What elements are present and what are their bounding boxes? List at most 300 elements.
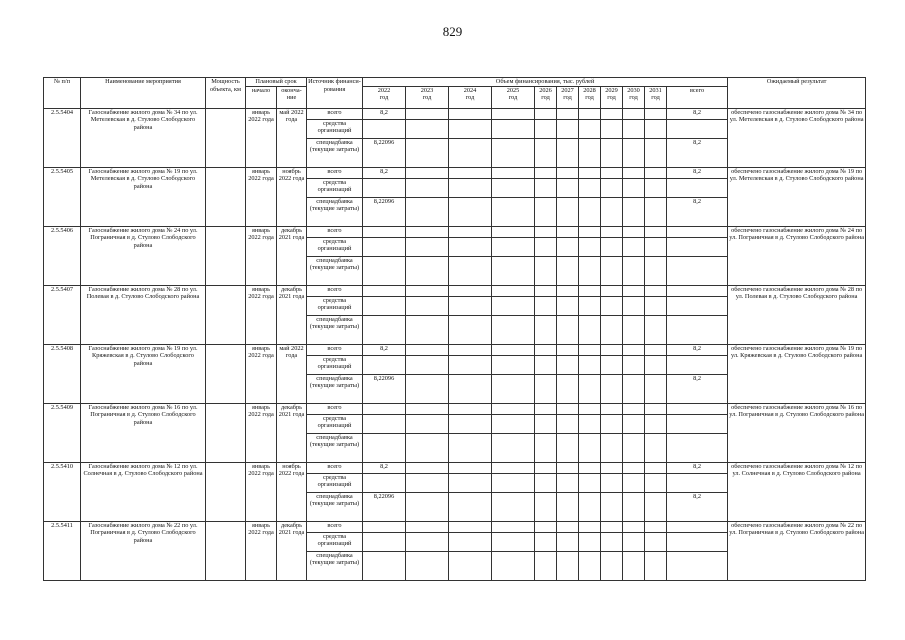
cell-year: [557, 344, 579, 355]
cell-year: [645, 355, 667, 374]
cell-year: [363, 119, 406, 138]
cell-year: [535, 532, 557, 551]
cell-year: [492, 167, 535, 178]
cell-year: [667, 473, 728, 492]
cell-total: [667, 256, 728, 285]
table-row: [44, 226, 866, 237]
row-end: декабрь 2021 года: [277, 521, 307, 580]
row-capacity: [206, 403, 246, 462]
cell-total: 8,2: [667, 374, 728, 403]
cell-year: [645, 433, 667, 462]
cell-year: [579, 138, 601, 167]
header-num: № п/п: [44, 78, 81, 109]
cell-year: [667, 532, 728, 551]
cell-year: [579, 108, 601, 119]
cell-year: [623, 521, 645, 532]
cell-year: [449, 296, 492, 315]
cell-year: [601, 433, 623, 462]
row-number: 2.5.5407: [44, 285, 81, 344]
cell-year: [449, 462, 492, 473]
cell-year: [535, 433, 557, 462]
cell-year: [406, 462, 449, 473]
cell-2022: [363, 521, 406, 532]
cell-year: [449, 551, 492, 580]
row-start: январь 2022 года: [246, 403, 277, 462]
cell-year: [667, 119, 728, 138]
cell-year: [535, 403, 557, 414]
cell-year: [579, 226, 601, 237]
header-year: 2030 год: [623, 86, 645, 108]
cell-year: [557, 226, 579, 237]
cell-year: [492, 119, 535, 138]
cell-year: [645, 256, 667, 285]
row-number: 2.5.5404: [44, 108, 81, 167]
cell-year: [535, 315, 557, 344]
cell-year: [579, 355, 601, 374]
cell-year: [645, 285, 667, 296]
cell-year: [645, 551, 667, 580]
cell-year: [557, 119, 579, 138]
cell-year: [579, 167, 601, 178]
cell-year: [601, 473, 623, 492]
row-result: обеспечено газоснабжение жилого дома № 12 по ул. Солнечная в д. Стулово Слободского района: [728, 462, 866, 521]
cell-year: [449, 355, 492, 374]
cell-year: [601, 414, 623, 433]
cell-year: [492, 296, 535, 315]
row-result: обеспечено газоснабжение жилого дома № 28 по ул. Полевая в д. Стулово Слободского района: [728, 285, 866, 344]
cell-year: [535, 108, 557, 119]
table-row: [44, 521, 866, 532]
cell-year: [623, 197, 645, 226]
row-number: 2.5.5410: [44, 462, 81, 521]
row-source-special: спецнадбавка (текущие затраты): [307, 374, 363, 403]
cell-year: [579, 374, 601, 403]
cell-year: [406, 237, 449, 256]
header-name: Наименование мероприятия: [81, 78, 206, 109]
table-row: [44, 285, 866, 296]
cell-year: [535, 237, 557, 256]
cell-year: [601, 521, 623, 532]
header-year: 2029 год: [601, 86, 623, 108]
row-source-orgs: средства организаций: [307, 414, 363, 433]
cell-year: [601, 551, 623, 580]
cell-year: [406, 167, 449, 178]
cell-year: [492, 532, 535, 551]
cell-year: [645, 296, 667, 315]
cell-year: [406, 521, 449, 532]
row-start: январь 2022 года: [246, 108, 277, 167]
cell-year: [557, 108, 579, 119]
row-source-special: спецнадбавка (текущие затраты): [307, 256, 363, 285]
cell-year: [645, 119, 667, 138]
cell-year: [623, 414, 645, 433]
row-source-orgs: средства организаций: [307, 532, 363, 551]
cell-year: [667, 296, 728, 315]
cell-2022: 8,22096: [363, 492, 406, 521]
cell-year: [645, 138, 667, 167]
cell-year: [623, 108, 645, 119]
row-end: ноябрь 2022 года: [277, 167, 307, 226]
cell-year: [623, 492, 645, 521]
cell-year: [579, 433, 601, 462]
cell-year: [535, 462, 557, 473]
row-end: декабрь 2021 года: [277, 403, 307, 462]
cell-year: [406, 414, 449, 433]
cell-year: [623, 374, 645, 403]
cell-year: [363, 473, 406, 492]
cell-year: [363, 532, 406, 551]
row-capacity: [206, 521, 246, 580]
row-end: ноябрь 2022 года: [277, 462, 307, 521]
row-result: обеспечено газоснабжение жилого дома № 34 по ул. Метелевская в д. Стулово Слободского района: [728, 108, 866, 167]
cell-year: [406, 197, 449, 226]
cell-year: [623, 315, 645, 344]
header-capacity: Мощность объекта, км: [206, 78, 246, 109]
cell-year: [601, 374, 623, 403]
header-plan-term: Плановый срок: [246, 78, 307, 87]
cell-year: [492, 414, 535, 433]
cell-year: [557, 296, 579, 315]
cell-year: [623, 433, 645, 462]
cell-year: [557, 403, 579, 414]
cell-year: [492, 403, 535, 414]
cell-total: 8,2: [667, 462, 728, 473]
cell-year: [601, 296, 623, 315]
header-year: 2023 год: [406, 86, 449, 108]
cell-year: [492, 237, 535, 256]
cell-year: [492, 521, 535, 532]
cell-year: [492, 108, 535, 119]
row-source-special: спецнадбавка (текущие затраты): [307, 433, 363, 462]
cell-year: [535, 374, 557, 403]
cell-year: [645, 403, 667, 414]
row-source-special: спецнадбавка (текущие затраты): [307, 315, 363, 344]
row-source-orgs: средства организаций: [307, 473, 363, 492]
cell-year: [645, 237, 667, 256]
cell-year: [492, 138, 535, 167]
cell-2022: 8,2: [363, 167, 406, 178]
cell-year: [557, 256, 579, 285]
cell-year: [645, 532, 667, 551]
header-funding: Объем финансирования, тыс. рублей: [363, 78, 728, 87]
cell-year: [492, 433, 535, 462]
cell-year: [557, 521, 579, 532]
cell-year: [623, 226, 645, 237]
cell-2022: 8,22096: [363, 138, 406, 167]
cell-year: [601, 108, 623, 119]
cell-year: [601, 492, 623, 521]
row-end: май 2022 года: [277, 344, 307, 403]
row-number: 2.5.5411: [44, 521, 81, 580]
cell-year: [449, 414, 492, 433]
cell-year: [449, 167, 492, 178]
cell-year: [645, 178, 667, 197]
cell-year: [623, 237, 645, 256]
cell-year: [579, 178, 601, 197]
cell-year: [449, 138, 492, 167]
cell-year: [449, 256, 492, 285]
cell-year: [449, 473, 492, 492]
cell-year: [601, 226, 623, 237]
row-source-total: всего: [307, 108, 363, 119]
cell-year: [492, 374, 535, 403]
cell-year: [406, 551, 449, 580]
cell-year: [449, 521, 492, 532]
header-year: 2031 год: [645, 86, 667, 108]
table-row: [44, 403, 866, 414]
cell-year: [667, 414, 728, 433]
cell-year: [579, 237, 601, 256]
cell-year: [535, 285, 557, 296]
cell-year: [579, 414, 601, 433]
cell-year: [623, 532, 645, 551]
cell-2022: 8,22096: [363, 374, 406, 403]
cell-year: [623, 167, 645, 178]
cell-year: [579, 315, 601, 344]
cell-total: [667, 403, 728, 414]
row-activity-name: Газоснабжение жилого дома № 12 по ул. Солнечная в д. Стулово Слободского района: [81, 462, 206, 521]
row-start: январь 2022 года: [246, 344, 277, 403]
cell-year: [579, 462, 601, 473]
cell-year: [579, 296, 601, 315]
row-activity-name: Газоснабжение жилого дома № 28 по ул. Полевая в д. Стулово Слободского района: [81, 285, 206, 344]
cell-total: 8,2: [667, 108, 728, 119]
row-capacity: [206, 462, 246, 521]
row-start: январь 2022 года: [246, 462, 277, 521]
row-number: 2.5.5406: [44, 226, 81, 285]
cell-year: [645, 108, 667, 119]
cell-year: [579, 473, 601, 492]
cell-year: [492, 285, 535, 296]
cell-year: [623, 551, 645, 580]
header-year: 2025 год: [492, 86, 535, 108]
cell-total: [667, 551, 728, 580]
cell-total: [667, 315, 728, 344]
row-source-orgs: средства организаций: [307, 296, 363, 315]
cell-2022: [363, 403, 406, 414]
cell-year: [601, 119, 623, 138]
cell-year: [363, 178, 406, 197]
cell-2022: 8,2: [363, 462, 406, 473]
row-activity-name: Газоснабжение жилого дома № 19 по ул. Метелевская в д. Стулово Слободского района: [81, 167, 206, 226]
cell-year: [645, 492, 667, 521]
row-result: обеспечено газоснабжение жилого дома № 19 по ул. Метелевская в д. Стулово Слободского района: [728, 167, 866, 226]
cell-year: [557, 551, 579, 580]
cell-year: [645, 414, 667, 433]
cell-year: [449, 374, 492, 403]
row-source-orgs: средства организаций: [307, 237, 363, 256]
row-capacity: [206, 167, 246, 226]
cell-year: [406, 138, 449, 167]
cell-year: [557, 532, 579, 551]
cell-year: [406, 433, 449, 462]
cell-year: [601, 138, 623, 167]
row-result: обеспечено газоснабжение жилого дома № 24 по ул. Пограничная в д. Стулово Слободского района: [728, 226, 866, 285]
row-start: январь 2022 года: [246, 521, 277, 580]
cell-year: [645, 167, 667, 178]
cell-year: [406, 344, 449, 355]
row-end: май 2022 года: [277, 108, 307, 167]
cell-year: [645, 315, 667, 344]
row-source-special: спецнадбавка (текущие затраты): [307, 551, 363, 580]
row-start: январь 2022 года: [246, 167, 277, 226]
row-number: 2.5.5409: [44, 403, 81, 462]
header-source: Источник финанси-рования: [307, 78, 363, 109]
cell-year: [492, 462, 535, 473]
cell-year: [535, 197, 557, 226]
row-start: январь 2022 года: [246, 226, 277, 285]
cell-year: [579, 532, 601, 551]
cell-year: [406, 403, 449, 414]
cell-total: 8,2: [667, 138, 728, 167]
cell-year: [557, 315, 579, 344]
row-end: декабрь 2021 года: [277, 226, 307, 285]
cell-year: [406, 108, 449, 119]
cell-year: [601, 355, 623, 374]
cell-total: [667, 226, 728, 237]
header-row-1: [44, 78, 866, 87]
cell-year: [557, 167, 579, 178]
cell-year: [406, 178, 449, 197]
cell-year: [449, 226, 492, 237]
header-year: 2028 год: [579, 86, 601, 108]
cell-year: [645, 374, 667, 403]
cell-year: [492, 178, 535, 197]
cell-2022: [363, 226, 406, 237]
row-activity-name: Газоснабжение жилого дома № 24 по ул. Пограничная в д. Стулово Слободского района: [81, 226, 206, 285]
cell-year: [492, 315, 535, 344]
cell-year: [557, 355, 579, 374]
cell-year: [449, 433, 492, 462]
cell-year: [601, 197, 623, 226]
cell-year: [623, 473, 645, 492]
cell-year: [579, 197, 601, 226]
cell-year: [449, 119, 492, 138]
row-source-orgs: средства организаций: [307, 178, 363, 197]
cell-year: [449, 197, 492, 226]
cell-year: [601, 315, 623, 344]
cell-year: [449, 108, 492, 119]
row-number: 2.5.5405: [44, 167, 81, 226]
cell-year: [667, 237, 728, 256]
page-number: 829: [442, 24, 463, 39]
cell-year: [557, 178, 579, 197]
cell-year: [406, 315, 449, 344]
cell-year: [601, 403, 623, 414]
cell-year: [601, 178, 623, 197]
cell-year: [535, 551, 557, 580]
cell-year: [623, 178, 645, 197]
cell-year: [623, 344, 645, 355]
cell-year: [449, 492, 492, 521]
row-result: обеспечено газоснабжение жилого дома № 16 по ул. Пограничная в д. Стулово Слободского района: [728, 403, 866, 462]
cell-year: [449, 532, 492, 551]
row-source-orgs: средства организаций: [307, 119, 363, 138]
row-capacity: [206, 108, 246, 167]
cell-year: [579, 285, 601, 296]
row-source-total: всего: [307, 167, 363, 178]
cell-year: [492, 492, 535, 521]
cell-year: [406, 532, 449, 551]
cell-total: 8,2: [667, 492, 728, 521]
cell-year: [579, 403, 601, 414]
header-year: 2022 год: [363, 86, 406, 108]
cell-year: [557, 138, 579, 167]
cell-2022: 8,2: [363, 344, 406, 355]
cell-year: [601, 167, 623, 178]
table-body: [44, 108, 866, 580]
cell-year: [492, 226, 535, 237]
cell-year: [406, 492, 449, 521]
cell-total: 8,2: [667, 197, 728, 226]
cell-year: [645, 521, 667, 532]
cell-year: [601, 344, 623, 355]
row-capacity: [206, 226, 246, 285]
cell-year: [406, 374, 449, 403]
cell-year: [492, 473, 535, 492]
row-start: январь 2022 года: [246, 285, 277, 344]
cell-year: [535, 256, 557, 285]
row-source-total: всего: [307, 521, 363, 532]
cell-2022: 8,2: [363, 108, 406, 119]
cell-year: [449, 315, 492, 344]
cell-year: [406, 355, 449, 374]
cell-year: [601, 462, 623, 473]
cell-year: [406, 296, 449, 315]
header-result: Ожидаемый результат: [728, 78, 866, 109]
cell-year: [492, 344, 535, 355]
header-year: 2024 год: [449, 86, 492, 108]
cell-year: [535, 296, 557, 315]
cell-year: [363, 237, 406, 256]
cell-year: [535, 178, 557, 197]
row-activity-name: Газоснабжение жилого дома № 22 по ул. Пограничная в д. Стулово Слободского района: [81, 521, 206, 580]
cell-year: [363, 414, 406, 433]
cell-year: [557, 237, 579, 256]
cell-year: [601, 237, 623, 256]
row-activity-name: Газоснабжение жилого дома № 16 по ул. Пограничная в д. Стулово Слободского района: [81, 403, 206, 462]
cell-year: [535, 119, 557, 138]
header-year: 2027 год: [557, 86, 579, 108]
row-source-total: всего: [307, 403, 363, 414]
cell-total: [667, 285, 728, 296]
header-end: оконча-ние: [277, 86, 307, 108]
cell-year: [579, 256, 601, 285]
cell-year: [535, 167, 557, 178]
cell-year: [449, 344, 492, 355]
row-source-total: всего: [307, 344, 363, 355]
cell-2022: 8,22096: [363, 197, 406, 226]
cell-year: [535, 355, 557, 374]
cell-2022: [363, 315, 406, 344]
table-row: [44, 344, 866, 355]
cell-year: [623, 285, 645, 296]
cell-year: [579, 344, 601, 355]
cell-year: [601, 532, 623, 551]
table-row: [44, 108, 866, 119]
cell-year: [492, 551, 535, 580]
cell-year: [535, 473, 557, 492]
cell-total: 8,2: [667, 344, 728, 355]
cell-year: [557, 374, 579, 403]
cell-year: [623, 138, 645, 167]
cell-2022: [363, 256, 406, 285]
cell-year: [449, 285, 492, 296]
cell-year: [406, 226, 449, 237]
cell-2022: [363, 551, 406, 580]
financing-table: [43, 77, 866, 581]
cell-year: [406, 473, 449, 492]
